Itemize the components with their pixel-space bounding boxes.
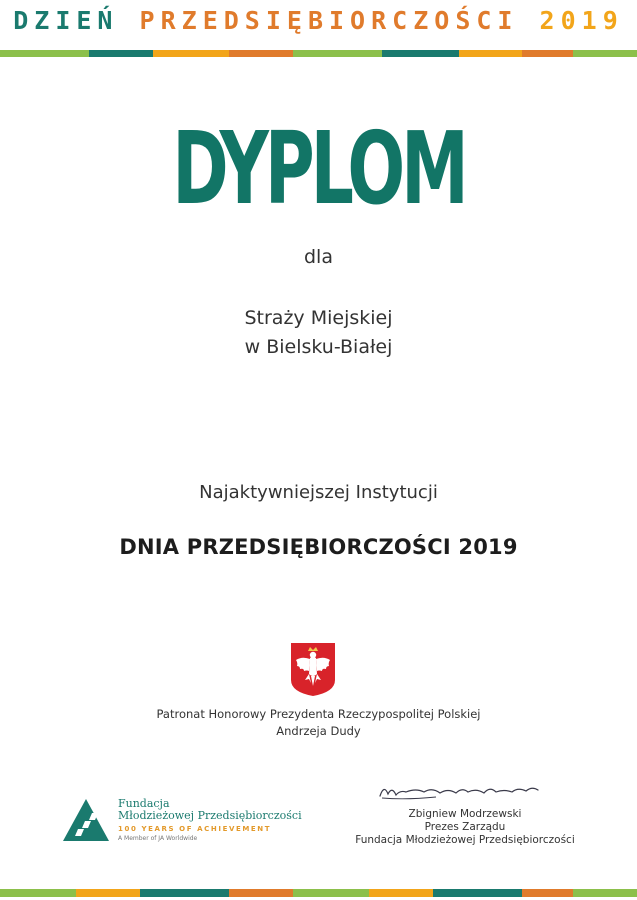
foundation-triangle-logo-icon <box>62 798 110 842</box>
foundation-logo-text <box>118 798 302 842</box>
award-title: Najaktywniejszej Instytucji <box>199 482 438 503</box>
diploma-title: DYPLOM <box>172 110 465 227</box>
top-color-stripe <box>0 50 637 57</box>
foundation-name-line-1: Fundacja <box>118 797 170 810</box>
patronage-text <box>0 706 637 740</box>
for-word: dla <box>304 246 333 268</box>
header-word-przedsiebiorczosci: PRZEDSIĘBIORCZOŚCI <box>139 6 519 35</box>
signatory-role: Prezes Zarządu <box>424 821 506 833</box>
foundation-name-line-2: Młodzieżowej Przedsiębiorczości <box>118 809 302 822</box>
foundation-tagline: 100 YEARS OF ACHIEVEMENT <box>118 825 272 833</box>
header-word-dzien: DZIEŃ <box>13 6 119 35</box>
signatory-block <box>340 808 590 847</box>
recipient-line-2: w Bielsku-Białej <box>244 336 393 358</box>
signatory-organization: Fundacja Młodzieżowej Przedsiębiorczości <box>355 834 575 846</box>
patronage-line-2: Andrzeja Dudy <box>276 724 361 738</box>
header-title <box>0 6 637 35</box>
handwritten-signature <box>376 778 546 804</box>
foundation-member-note: A Member of JA Worldwide <box>118 835 198 842</box>
recipient-name <box>0 304 637 362</box>
patronage-line-1: Patronat Honorowy Prezydenta Rzeczypospolitej Polskiej <box>156 707 481 721</box>
header-year: 2019 <box>539 6 624 35</box>
event-name: DNIA PRZEDSIĘBIORCZOŚCI 2019 <box>119 535 518 559</box>
foundation-logo <box>62 797 302 846</box>
bottom-color-stripe <box>0 889 637 897</box>
signatory-name: Zbigniew Modrzewski <box>408 808 522 820</box>
recipient-line-1: Straży Miejskiej <box>244 307 393 329</box>
polish-eagle-emblem-icon <box>290 642 336 697</box>
